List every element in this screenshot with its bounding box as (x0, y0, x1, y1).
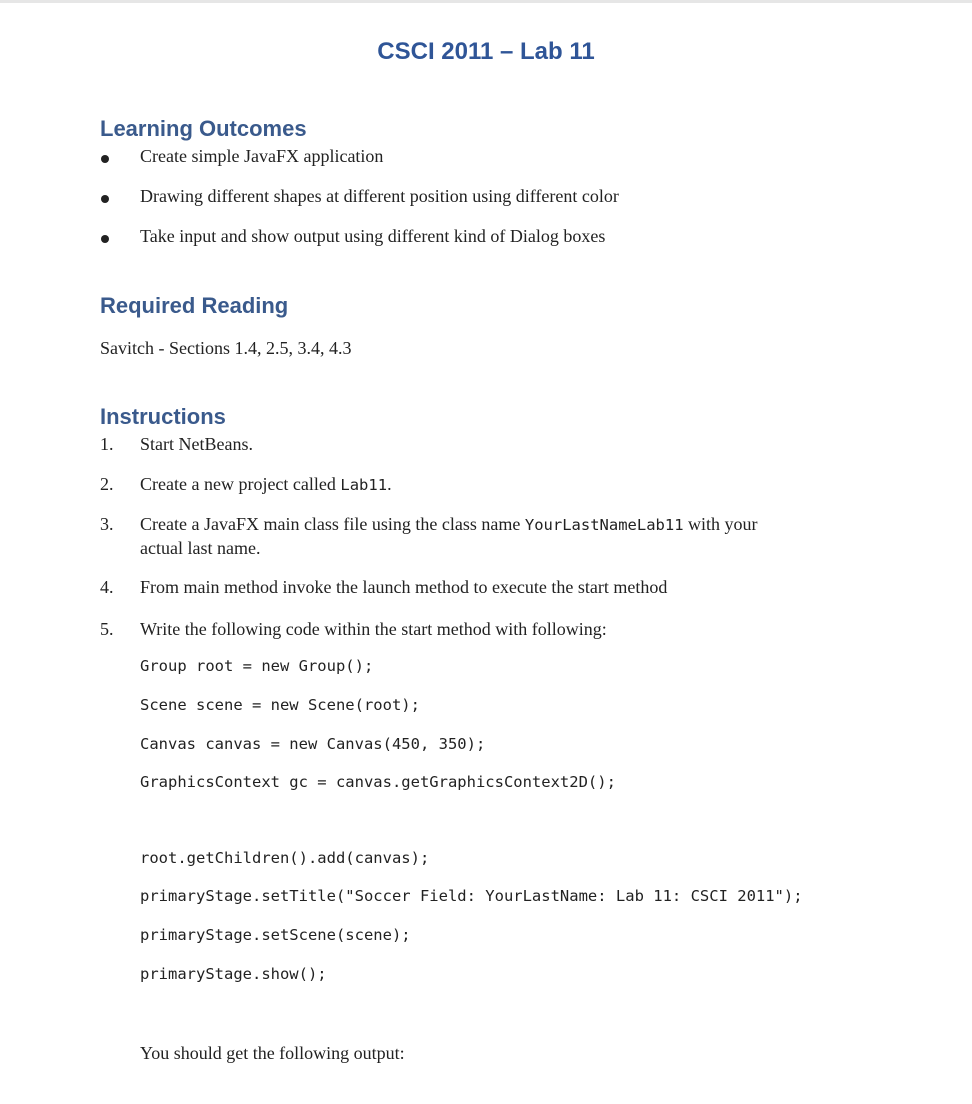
inline-code: YourLastNameLab11 (524, 516, 684, 534)
step-number: 3. (100, 514, 114, 534)
step-text-part: with your (683, 514, 758, 534)
required-reading-text: Savitch - Sections 1.4, 2.5, 3.4, 4.3 (100, 338, 352, 358)
code-line: primaryStage.show(); (140, 965, 327, 983)
code-line: root.getChildren().add(canvas); (140, 849, 430, 867)
page-title: CSCI 2011 – Lab 11 (377, 38, 595, 65)
bullet-icon (101, 155, 109, 163)
outcome-item: Drawing different shapes at different position using different color (140, 186, 619, 206)
code-line: Group root = new Group(); (140, 657, 374, 675)
closing-text: You should get the following output: (140, 1043, 405, 1063)
step-text: Write the following code within the start method with following: (140, 619, 607, 639)
required-reading-heading: Required Reading (100, 293, 289, 318)
step-text: From main method invoke the launch method to execute the start method (140, 577, 668, 597)
code-line: primaryStage.setScene(scene); (140, 926, 411, 944)
step-number: 1. (100, 434, 114, 454)
bullet-icon (101, 235, 109, 243)
code-line: primaryStage.setTitle("Soccer Field: YourLastName: Lab 11: CSCI 2011"); (140, 887, 803, 905)
instructions-heading: Instructions (100, 404, 226, 429)
inline-code: Lab11 (340, 476, 388, 494)
step-number: 5. (100, 619, 114, 639)
step-number: 2. (100, 474, 114, 494)
step-text-part: Create a new project called (140, 474, 341, 494)
page-top-rule (0, 0, 972, 3)
step-text-continued: actual last name. (140, 538, 261, 558)
step-text (140, 514, 758, 535)
step-text: Start NetBeans. (140, 434, 253, 454)
outcome-item: Create simple JavaFX application (140, 146, 384, 166)
learning-outcomes-heading: Learning Outcomes (100, 116, 307, 141)
step-text-part: . (387, 474, 392, 494)
bullet-icon (101, 195, 109, 203)
code-line: GraphicsContext gc = canvas.getGraphicsContext2D(); (140, 773, 616, 791)
code-line: Canvas canvas = new Canvas(450, 350); (140, 735, 486, 753)
step-text (140, 474, 392, 495)
step-number: 4. (100, 577, 114, 597)
step-text-part: Create a JavaFX main class file using the class name (140, 514, 525, 534)
code-line: Scene scene = new Scene(root); (140, 696, 420, 714)
outcome-item: Take input and show output using different kind of Dialog boxes (140, 226, 606, 246)
